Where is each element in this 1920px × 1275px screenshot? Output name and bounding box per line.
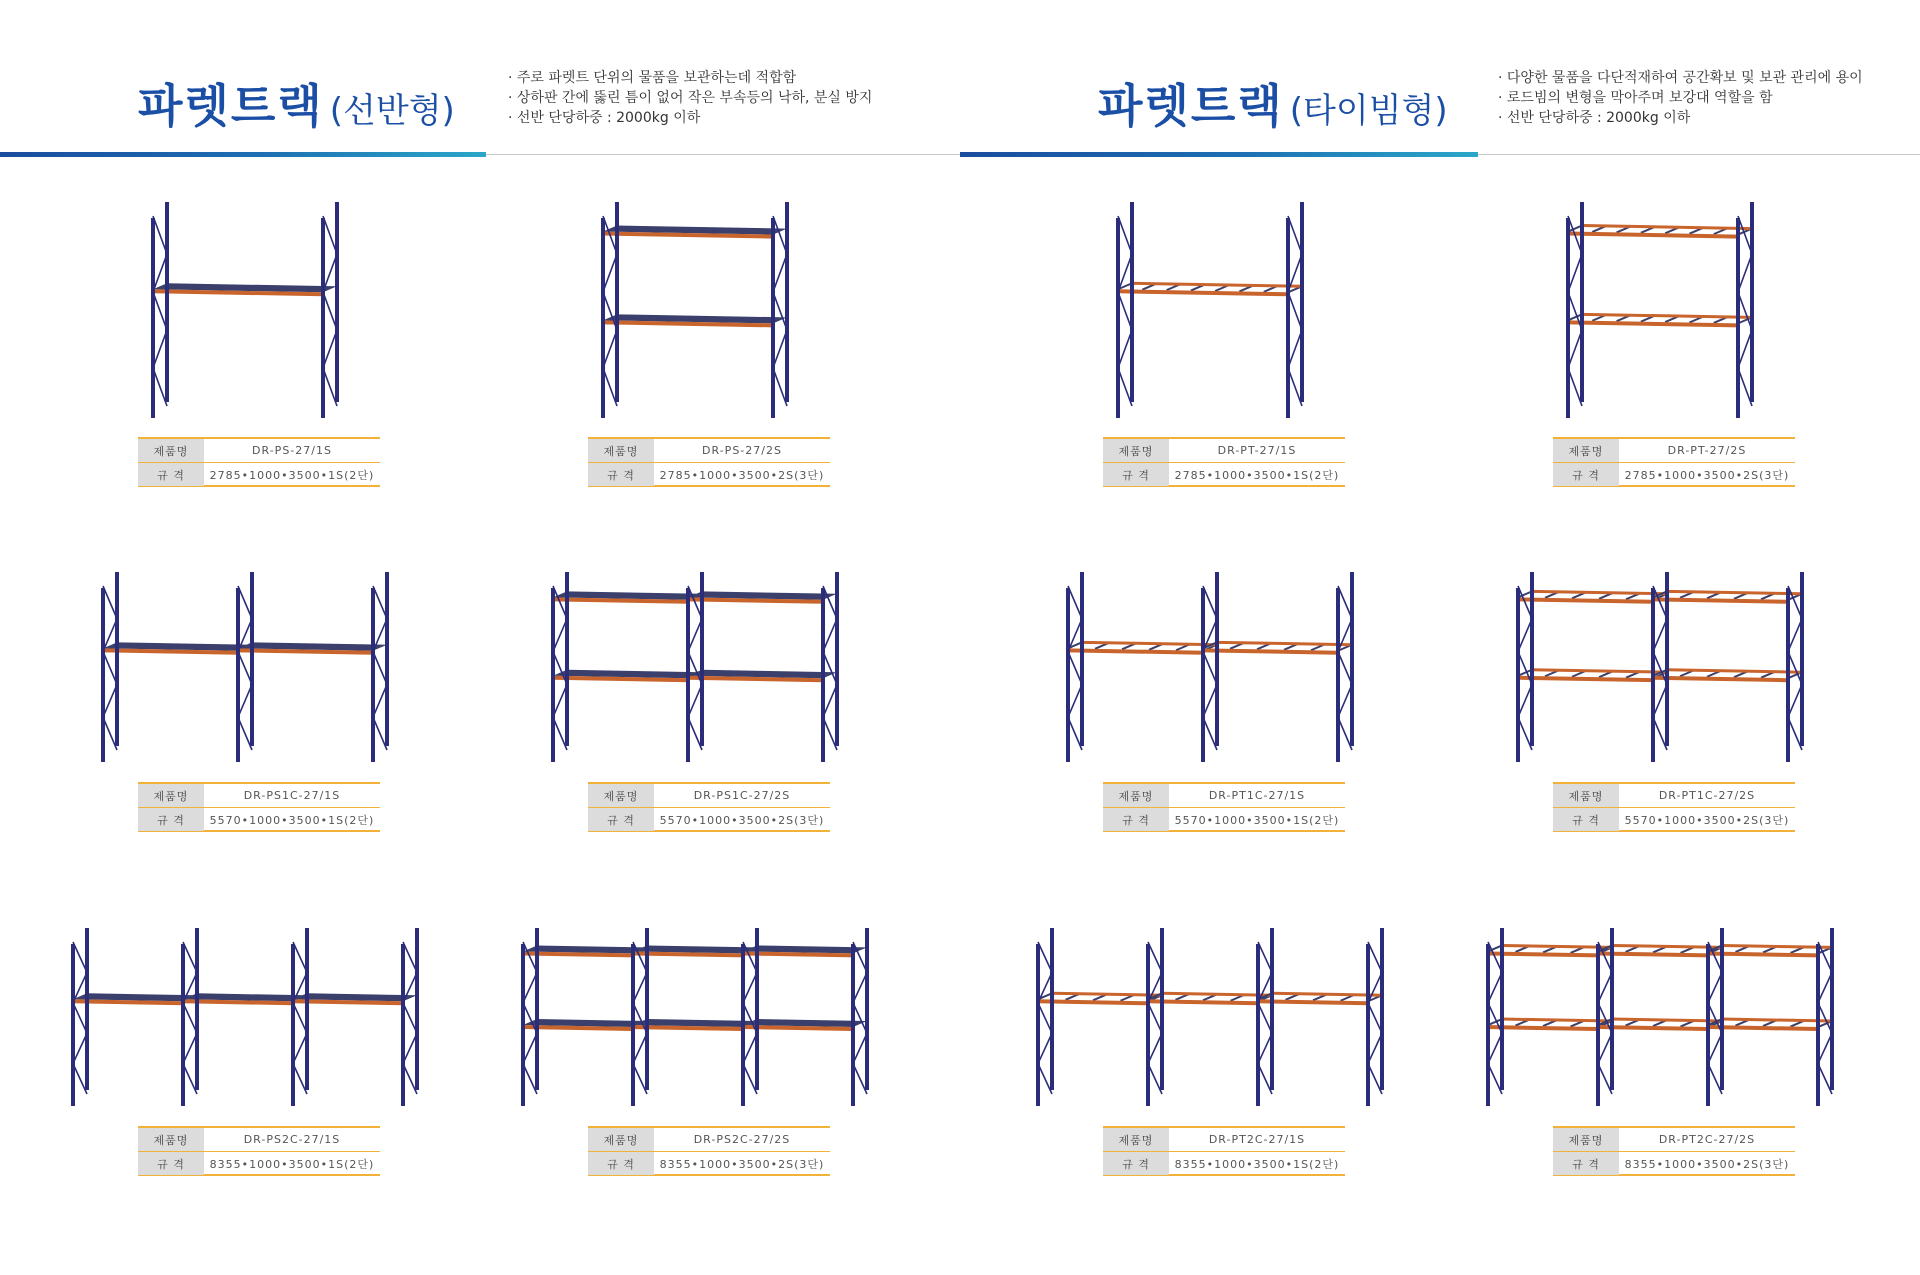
upright-post xyxy=(741,944,745,1106)
spec-row-size xyxy=(138,808,380,831)
load-beam xyxy=(1568,232,1738,239)
upright-post xyxy=(1486,944,1490,1106)
upright-post xyxy=(1080,572,1084,746)
spec-table xyxy=(1103,782,1345,832)
spec-row-size xyxy=(138,1152,380,1175)
upright-post xyxy=(335,202,339,402)
frame-bracing xyxy=(633,942,647,1094)
upright-post xyxy=(305,928,309,1090)
frame-bracing xyxy=(1258,942,1272,1094)
product-name: DR-PT1C-27/1S xyxy=(1208,789,1306,802)
feature-list xyxy=(508,68,872,128)
upright-post xyxy=(385,572,389,746)
frame-bracing xyxy=(1038,942,1052,1094)
frame-bracing xyxy=(1148,942,1162,1094)
name-label: 제품명 xyxy=(1103,439,1169,462)
upright-post xyxy=(1566,218,1570,418)
rear-beam xyxy=(1052,993,1162,995)
name-label: 제품명 xyxy=(588,1128,654,1151)
upright-post xyxy=(1146,944,1150,1106)
rear-beam xyxy=(1612,1019,1722,1021)
upright-post xyxy=(821,588,825,762)
rear-beam xyxy=(1667,591,1802,593)
rear-beam xyxy=(1162,993,1272,995)
frame-bracing xyxy=(1708,942,1722,1094)
spec-row-name xyxy=(588,784,830,808)
spec-label: 규 격 xyxy=(138,463,204,486)
upright-post xyxy=(1786,588,1790,762)
product-spec: 2785•1000•3500•2S(3단) xyxy=(1624,468,1790,482)
frame-bracing xyxy=(1118,216,1132,406)
feature-item: · 선반 단당하중 : 2000kg 이하 xyxy=(508,108,872,128)
spec-label: 규 격 xyxy=(1553,808,1619,831)
upright-post xyxy=(1500,928,1504,1090)
frame-bracing xyxy=(1338,586,1352,750)
upright-post xyxy=(291,944,295,1106)
spec-table xyxy=(588,782,830,832)
upright-post xyxy=(165,202,169,402)
rack-illustration xyxy=(139,196,379,418)
spec-table xyxy=(1553,782,1795,832)
product-name: DR-PS1C-27/2S xyxy=(693,789,791,802)
upright-post xyxy=(1050,928,1054,1090)
upright-post xyxy=(1160,928,1164,1090)
upright-post xyxy=(851,944,855,1106)
upright-post xyxy=(1800,572,1804,746)
upright-post xyxy=(415,928,419,1090)
product-name: DR-PT1C-27/2S xyxy=(1658,789,1756,802)
upright-post xyxy=(1256,944,1260,1106)
upright-post xyxy=(755,928,759,1090)
name-label: 제품명 xyxy=(1553,784,1619,807)
spec-table xyxy=(1103,1126,1345,1176)
load-beam xyxy=(1068,648,1203,654)
tie-bar xyxy=(1488,1019,1502,1025)
product-spec: 2785•1000•3500•1S(2단) xyxy=(209,468,375,482)
upright-post xyxy=(1366,944,1370,1106)
product-spec: 5570•1000•3500•2S(3단) xyxy=(1624,813,1790,827)
frame-bracing xyxy=(1568,216,1582,406)
spec-row-name xyxy=(1103,1128,1345,1152)
rack-illustration xyxy=(539,566,879,762)
upright-post xyxy=(1736,218,1740,418)
spec-row-size xyxy=(1553,808,1795,831)
product-name: DR-PS-27/2S xyxy=(702,444,782,457)
upright-post xyxy=(195,928,199,1090)
spec-row-name xyxy=(1103,439,1345,463)
rear-beam xyxy=(1502,945,1612,947)
spec-label: 규 격 xyxy=(588,808,654,831)
spec-row-name xyxy=(588,1128,830,1152)
upright-post xyxy=(645,928,649,1090)
product-spec: 5570•1000•3500•2S(3단) xyxy=(659,813,825,827)
frame-bracing xyxy=(1368,942,1382,1094)
tie-bar xyxy=(1568,226,1582,232)
upright-post xyxy=(371,588,375,762)
load-beam xyxy=(1203,648,1338,654)
upright-post xyxy=(1036,944,1040,1106)
product-spec: 2785•1000•3500•1S(2단) xyxy=(1174,468,1340,482)
feature-item: · 선반 단당하중 : 2000kg 이하 xyxy=(1498,108,1863,128)
frame-bracing xyxy=(688,586,702,750)
spec-table xyxy=(1103,437,1345,487)
load-beam xyxy=(1653,676,1788,682)
spec-label: 규 격 xyxy=(1103,463,1169,486)
feature-item: · 로드빔의 변형을 막아주며 보강대 역할을 함 xyxy=(1498,88,1863,108)
spec-label: 규 격 xyxy=(1103,1152,1169,1175)
spec-label: 규 격 xyxy=(588,1152,654,1175)
load-beam xyxy=(1118,289,1288,296)
spec-row-name xyxy=(138,1128,380,1152)
name-label: 제품명 xyxy=(1103,1128,1169,1151)
rear-beam xyxy=(1272,993,1382,995)
frame-bracing xyxy=(403,942,417,1094)
product-spec: 8355•1000•3500•2S(3단) xyxy=(1624,1157,1790,1171)
frame-bracing xyxy=(1818,942,1832,1094)
rack-illustration xyxy=(1024,922,1424,1106)
spec-row-name xyxy=(588,439,830,463)
rear-beam xyxy=(1612,945,1722,947)
upright-post xyxy=(181,944,185,1106)
rear-beam xyxy=(1502,1019,1612,1021)
spec-row-size xyxy=(138,463,380,486)
upright-post xyxy=(1215,572,1219,746)
spec-label: 규 격 xyxy=(1553,463,1619,486)
product-spec: 2785•1000•3500•2S(3단) xyxy=(659,468,825,482)
upright-post xyxy=(615,202,619,402)
rear-beam xyxy=(1532,670,1667,672)
product-name: DR-PS2C-27/1S xyxy=(243,1133,341,1146)
upright-post xyxy=(835,572,839,746)
spec-table xyxy=(588,437,830,487)
frame-bracing xyxy=(1288,216,1302,406)
spec-row-name xyxy=(1553,784,1795,808)
feature-item: · 상하판 간에 뚫린 틈이 없어 작은 부속등의 낙하, 분실 방지 xyxy=(508,88,872,108)
header-accent-bar xyxy=(0,152,486,157)
upright-post xyxy=(1665,572,1669,746)
name-label: 제품명 xyxy=(588,784,654,807)
upright-post xyxy=(551,588,555,762)
frame-bracing xyxy=(1653,586,1667,750)
spec-row-name xyxy=(138,439,380,463)
frame-bracing xyxy=(1518,586,1532,750)
upright-post xyxy=(115,572,119,746)
frame-bracing xyxy=(1598,942,1612,1094)
tie-bar xyxy=(1568,314,1582,320)
upright-post xyxy=(700,572,704,746)
upright-post xyxy=(1651,588,1655,762)
product-name: DR-PT2C-27/2S xyxy=(1658,1133,1756,1146)
frame-bracing xyxy=(103,586,117,750)
frame-bracing xyxy=(238,586,252,750)
tie-bar xyxy=(1518,670,1532,676)
spec-row-size xyxy=(588,808,830,831)
upright-post xyxy=(1300,202,1304,402)
feature-item: · 주로 파렛트 단위의 물품을 보관하는데 적합함 xyxy=(508,68,872,88)
upright-post xyxy=(1286,218,1290,418)
frame-bracing xyxy=(1488,942,1502,1094)
spec-label: 규 격 xyxy=(588,463,654,486)
product-spec: 5570•1000•3500•1S(2단) xyxy=(1174,813,1340,827)
spec-row-size xyxy=(1553,463,1795,486)
spec-label: 규 격 xyxy=(138,1152,204,1175)
frame-bracing xyxy=(1068,586,1082,750)
spec-row-size xyxy=(1103,463,1345,486)
frame-bracing xyxy=(743,942,757,1094)
upright-post xyxy=(686,588,690,762)
frame-bracing xyxy=(153,216,167,406)
product-spec: 5570•1000•3500•1S(2단) xyxy=(209,813,375,827)
product-name: DR-PS1C-27/1S xyxy=(243,789,341,802)
upright-post xyxy=(1516,588,1520,762)
upright-post xyxy=(771,218,775,418)
section-title: 파렛트랙 (타이빔형) xyxy=(1098,79,1448,133)
rack-illustration xyxy=(1104,196,1344,418)
rack-illustration xyxy=(89,566,429,762)
load-beam xyxy=(1653,597,1788,603)
product-name: DR-PT2C-27/1S xyxy=(1208,1133,1306,1146)
upright-post xyxy=(1530,572,1534,746)
upright-post xyxy=(521,944,525,1106)
upright-post xyxy=(236,588,240,762)
rack-illustration xyxy=(59,922,459,1106)
upright-post xyxy=(535,928,539,1090)
rack-illustration xyxy=(1554,196,1794,418)
frame-bracing xyxy=(1738,216,1752,406)
rear-beam xyxy=(1217,642,1352,644)
product-spec: 8355•1000•3500•2S(3단) xyxy=(659,1157,825,1171)
upright-post xyxy=(250,572,254,746)
section-title: 파렛트랙 (선반형) xyxy=(138,79,455,133)
spec-table xyxy=(1553,437,1795,487)
upright-post xyxy=(865,928,869,1090)
spec-table xyxy=(138,782,380,832)
frame-bracing xyxy=(603,216,617,406)
rear-beam xyxy=(1532,591,1667,593)
upright-post xyxy=(1270,928,1274,1090)
upright-post xyxy=(1720,928,1724,1090)
upright-post xyxy=(1336,588,1340,762)
spec-row-size xyxy=(1103,808,1345,831)
spec-row-size xyxy=(588,1152,830,1175)
rack-illustration xyxy=(509,922,909,1106)
rear-beam xyxy=(1722,945,1832,947)
name-label: 제품명 xyxy=(1103,784,1169,807)
upright-post xyxy=(401,944,405,1106)
load-beam xyxy=(1518,676,1653,682)
frame-bracing xyxy=(323,216,337,406)
upright-post xyxy=(1816,944,1820,1106)
rack-illustration xyxy=(1474,922,1874,1106)
upright-post xyxy=(1830,928,1834,1090)
header-accent-bar xyxy=(960,152,1478,157)
product-name: DR-PS2C-27/2S xyxy=(693,1133,791,1146)
name-label: 제품명 xyxy=(138,439,204,462)
rear-beam xyxy=(1667,670,1802,672)
rack-illustration xyxy=(1054,566,1394,762)
frame-bracing xyxy=(183,942,197,1094)
spec-table xyxy=(588,1126,830,1176)
load-beam xyxy=(1518,597,1653,603)
load-beam xyxy=(1568,320,1738,327)
upright-post xyxy=(1610,928,1614,1090)
frame-bracing xyxy=(523,942,537,1094)
product-name: DR-PT-27/1S xyxy=(1217,444,1297,457)
name-label: 제품명 xyxy=(1553,1128,1619,1151)
upright-post xyxy=(1116,218,1120,418)
product-name: DR-PT-27/2S xyxy=(1667,444,1747,457)
frame-bracing xyxy=(1203,586,1217,750)
upright-post xyxy=(565,572,569,746)
feature-list xyxy=(1498,68,1863,128)
spec-row-size xyxy=(1103,1152,1345,1175)
frame-bracing xyxy=(853,942,867,1094)
upright-post xyxy=(1596,944,1600,1106)
rear-beam xyxy=(1722,1019,1832,1021)
frame-bracing xyxy=(293,942,307,1094)
product-spec: 8355•1000•3500•1S(2단) xyxy=(1174,1157,1340,1171)
spec-table xyxy=(1553,1126,1795,1176)
upright-post xyxy=(601,218,605,418)
upright-post xyxy=(1750,202,1754,402)
upright-post xyxy=(1201,588,1205,762)
rack-illustration xyxy=(1504,566,1844,762)
spec-label: 규 격 xyxy=(1553,1152,1619,1175)
feature-item: · 다양한 물품을 다단적재하여 공간확보 및 보관 관리에 용이 xyxy=(1498,68,1863,88)
rear-beam xyxy=(1082,642,1217,644)
spec-label: 규 격 xyxy=(138,808,204,831)
upright-post xyxy=(785,202,789,402)
upright-post xyxy=(321,218,325,418)
spec-row-size xyxy=(1553,1152,1795,1175)
upright-post xyxy=(1130,202,1134,402)
rear-beam xyxy=(1582,226,1752,229)
spec-row-name xyxy=(138,784,380,808)
rear-beam xyxy=(1132,283,1302,286)
spec-label: 규 격 xyxy=(1103,808,1169,831)
name-label: 제품명 xyxy=(138,784,204,807)
upright-post xyxy=(151,218,155,418)
upright-post xyxy=(85,928,89,1090)
upright-post xyxy=(1066,588,1070,762)
spec-row-name xyxy=(1553,439,1795,463)
upright-post xyxy=(71,944,75,1106)
upright-post xyxy=(1350,572,1354,746)
frame-bracing xyxy=(1788,586,1802,750)
spec-row-name xyxy=(1553,1128,1795,1152)
frame-bracing xyxy=(553,586,567,750)
upright-post xyxy=(1706,944,1710,1106)
product-spec: 8355•1000•3500•1S(2단) xyxy=(209,1157,375,1171)
name-label: 제품명 xyxy=(588,439,654,462)
upright-post xyxy=(631,944,635,1106)
spec-row-name xyxy=(1103,784,1345,808)
frame-bracing xyxy=(823,586,837,750)
frame-bracing xyxy=(773,216,787,406)
frame-bracing xyxy=(373,586,387,750)
upright-post xyxy=(101,588,105,762)
spec-table xyxy=(138,437,380,487)
upright-post xyxy=(1580,202,1584,402)
spec-table xyxy=(138,1126,380,1176)
upright-post xyxy=(1380,928,1384,1090)
spec-row-size xyxy=(588,463,830,486)
name-label: 제품명 xyxy=(1553,439,1619,462)
product-name: DR-PS-27/1S xyxy=(252,444,332,457)
rear-beam xyxy=(1582,314,1752,317)
name-label: 제품명 xyxy=(138,1128,204,1151)
frame-bracing xyxy=(73,942,87,1094)
rack-illustration xyxy=(589,196,829,418)
